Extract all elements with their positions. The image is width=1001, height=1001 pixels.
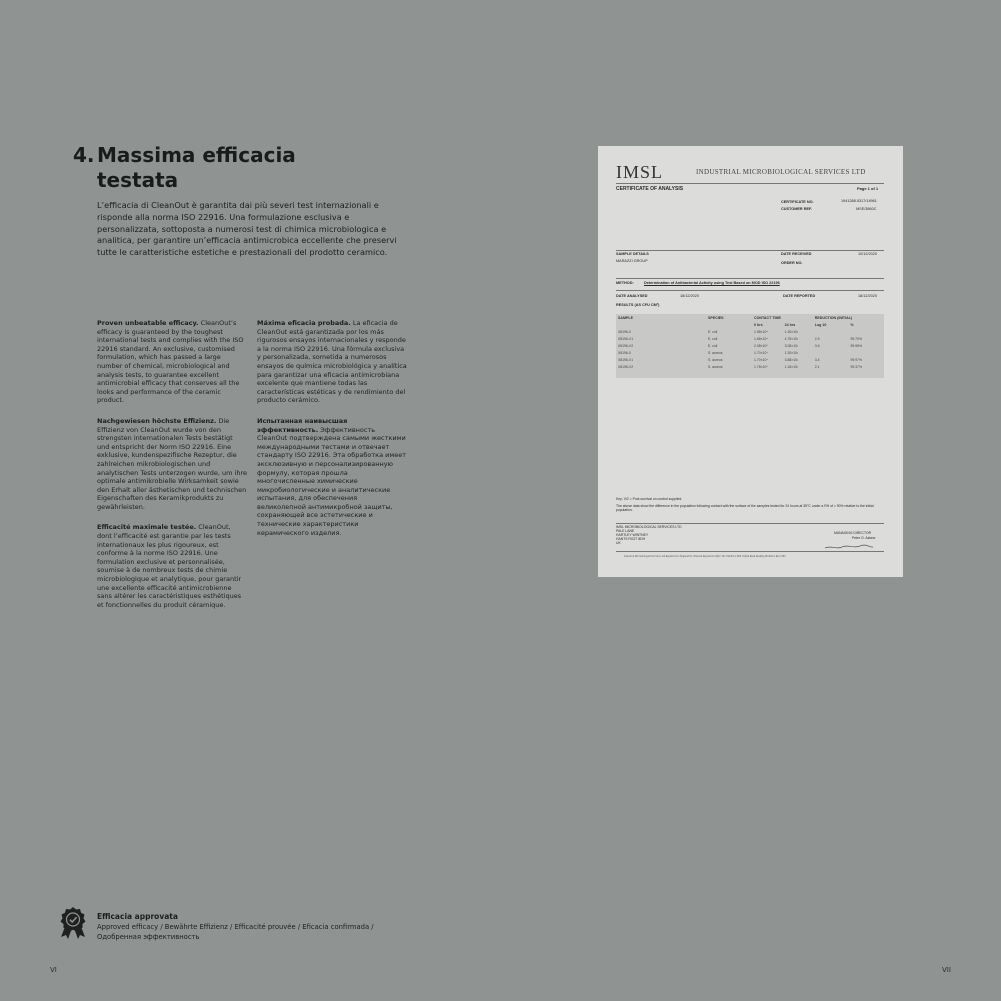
results-table (616, 314, 884, 370)
table-subheader: 24 hrs (784, 322, 796, 327)
address-line: HANTS RG27 8DH (616, 537, 646, 542)
divider (616, 278, 884, 279)
table-cell: 2.08×10⁴ (754, 343, 768, 348)
date-reported: 18/12/2020 (858, 294, 878, 298)
date-reported-label: DATE REPORTED (783, 294, 816, 298)
table-cell: 1.30×10² (784, 350, 799, 355)
cert-no: 1941288.5317/14961 (841, 199, 877, 203)
table-cell: 99.70% (850, 336, 862, 341)
table-cell: S. aureus (708, 350, 723, 355)
table-row (616, 335, 884, 342)
certificate-address (616, 525, 716, 545)
certificate-footer: Industrial Microbiological Services Ltd Registered in England No 2044419 Registered Office The Old Brew Hall Oxford Road Reading Berkshire RG4 7RS (624, 555, 786, 558)
table-row (616, 342, 884, 349)
paragraph-ru-body: Эффективность CleanOut подтверждена самыми жесткими международными тестами и отвечает стандарту ISO 22916. Эта обработка имеет эксклюзивную и персонализированную формулу, которая прошла многочисленные химические микробиологические и аналитические испытания, для обеспечения великолепной антимикробной защиты, сохраняющей все эстетические и технические характеристики керамического изделия. (257, 425, 407, 537)
address-line: UK (616, 541, 621, 546)
table-subheader-row (616, 321, 884, 328)
award-rosette-icon (58, 906, 88, 940)
table-header: REDUCTION (INITIAL) (814, 315, 853, 320)
table-row (616, 328, 884, 335)
sample-details-label: SAMPLE DETAILS (616, 252, 649, 256)
director-label: MANAGING DIRECTOR (834, 531, 872, 535)
table-cell: 99.98% (850, 343, 862, 348)
table-cell: 2.1 (814, 364, 820, 369)
customer-ref-label: CUSTOMER REF. (781, 207, 812, 211)
paragraph-es-body: La eficacia de CleanOut está garantizada por los más rigurosos ensayos internacionales y responde a la norma ISO 22916. Una fórmula exclusiva y personalizada, sometida a numerosos ensayos de química microbiológica y analítica para garantizar una eficacia antimicrobiana excelente que mantiene todas las características estéticas y de rendimiento del producto cerámico. (257, 319, 407, 405)
table-cell: 1.68×10⁴ (754, 336, 768, 341)
page-number-left: VI (50, 966, 57, 974)
paragraph-ru (257, 417, 407, 537)
date-received-label: DATE RECEIVED (781, 252, 812, 256)
table-cell: 3.08×10¹ (784, 343, 799, 348)
table-cell: 3.4 (814, 357, 820, 362)
table-header-row (616, 314, 884, 321)
certificate-key: Key: V/2 = Post survival on control supplied. (616, 497, 683, 501)
table-cell (813, 328, 849, 335)
paragraph-es (257, 319, 407, 405)
table-cell: 1.30×10² (784, 329, 799, 334)
paragraph-fr-title: Efficacité maximale testée. (97, 523, 197, 532)
table-subheader (706, 321, 752, 328)
table-cell: 1.70×10⁴ (754, 350, 768, 355)
table-cell: 99.37% (850, 364, 862, 369)
table-cell (813, 349, 849, 356)
table-cell: 2.5 (814, 336, 820, 341)
paragraph-de-title: Nachgewiesen höchste Effizienz. (97, 416, 217, 425)
table-cell: 1.70×10⁴ (754, 357, 768, 362)
method-label: METHOD: (616, 281, 634, 285)
table-subheader: Log 10 (814, 322, 827, 327)
table-cell: 1.58×10⁴ (754, 329, 768, 334)
section-heading (73, 143, 373, 193)
certificate-page: Page 1 of 1 (857, 186, 879, 191)
table-cell: S. aureus (708, 364, 723, 369)
table-cell: X8196-V1 (618, 336, 634, 341)
director-name: Peter O. Askew (852, 536, 876, 540)
divider (616, 250, 884, 251)
table-header: SPECIES (708, 315, 724, 320)
table-cell: E. coli (708, 336, 718, 341)
divider (616, 551, 884, 552)
date-received: 10/12/2020 (858, 252, 878, 256)
table-cell: X8196-V2 (618, 343, 634, 348)
page-number-right: VII (942, 966, 951, 974)
sample-details: MARAZZI GROUP (616, 259, 648, 263)
badge-text: Approved efficacy / Bewährte Effizienz / Efficacité prouvée / Eficacia confirmada / Одобренная эффективность (97, 923, 374, 941)
paragraph-en-body: CleanOut’s efficacy is guaranteed by the toughest international tests and complies with the ISO 22916 standard. An exclusive, customised formulation, which has passed a large number of chemical, microbiological and analysis tests, to guarantee excellent antimicrobial efficacy that conserves all the looks and performance of the ceramic product. (97, 319, 244, 405)
heading-line-1: Massima efficacia (97, 143, 296, 167)
table-row (616, 349, 884, 356)
table-row (616, 363, 884, 370)
table-subheader (616, 321, 706, 328)
paragraph-en (97, 319, 247, 405)
divider (616, 183, 884, 184)
address-line: IMSL MICROBIOLOGICAL SERVICES LTD (616, 525, 682, 529)
text-column-right (257, 319, 407, 549)
table-cell: E. coli (708, 329, 718, 334)
table-cell: 99.97% (850, 357, 862, 362)
table-cell: X8196-0 (618, 329, 631, 334)
table-subheader: 0 hrs (754, 322, 763, 327)
divider (616, 523, 884, 524)
customer-ref: MSE/3860C (856, 207, 877, 211)
certificate-logo: IMSL (616, 162, 664, 182)
address-line: HARTLEY WINTNEY (616, 533, 649, 538)
table-cell: 1.18×10² (784, 364, 799, 369)
table-cell: X8196-V1 (618, 357, 634, 362)
table-cell (848, 349, 884, 356)
table-cell: S. aureus (708, 357, 723, 362)
certificate-company: INDUSTRIAL MICROBIOLOGICAL SERVICES LTD (696, 168, 866, 176)
text-column-left (97, 319, 247, 621)
table-row (616, 356, 884, 363)
paragraph-ru-title: Испытанная наивысшая эффективность. (257, 416, 348, 434)
certificate-title: CERTIFICATE OF ANALYSIS (616, 186, 684, 192)
table-cell (848, 328, 884, 335)
table-cell: 1.78×10⁴ (754, 364, 768, 369)
method-text: Determination of Antibacterial Activity using Test Based on MOD ISO 22196 (644, 281, 780, 285)
order-no-label: ORDER NO. (781, 261, 803, 265)
paragraph-fr (97, 523, 247, 609)
table-cell: 3.88×10¹ (784, 357, 799, 362)
results-label: RESULTS (AS CFU CM²) (616, 303, 660, 307)
table-cell: X8196-V2 (618, 364, 634, 369)
address-line: PALE LANE (616, 529, 635, 534)
table-cell: 3.6 (814, 343, 820, 348)
paragraph-es-title: Máxima eficacia probada. (257, 319, 351, 327)
table-header: SAMPLE (618, 315, 633, 320)
section-number: 4. (73, 143, 95, 167)
certificate-note: The above data show the difference in the population following contact with the surface of the samples tested for 24 hours at 35°C under a RH of > 90% relative to the initial population. (616, 504, 874, 513)
table-cell: 4.75×10¹ (784, 336, 799, 341)
paragraph-de (97, 417, 247, 512)
paragraph-de-body: Die Effizienz von CleanOut wurde von den strengsten internationalen Tests bestätigt und entspricht der Norm ISO 22916. Eine exklusive, kundenspezifische Rezeptur, die zahlreichen mikrobiologischen und analytischen Tests unterzogen wurde, um ihre optimale antimikrobielle Wirksamkeit sowie den Erhalt aller ästhetischen und technischen Eigenschaften des Keramikprodukts zu gewährleisten. (97, 416, 247, 511)
date-analysed-label: DATE ANALYSED (616, 294, 648, 298)
paragraph-en-title: Proven unbeatable efficacy. (97, 319, 199, 327)
divider (616, 290, 884, 291)
paragraph-fr-body: CleanOut, dont l’efficacité est garantie par les tests internationaux les plus rigoureux, est conforme à la norme ISO 22916. Une formulation exclusive et personnalisée, soumise à de nombreux tests de chimie microbiologique et analytique, pour garantir une excellente efficacité antimicrobienne sans altérer les caractéristiques esthétiques et fonctionnelles du produit céramique. (97, 523, 242, 609)
table-cell: E. coli (708, 343, 718, 348)
heading-line-2: testata (97, 168, 179, 192)
badge-title: Efficacia approvata (97, 912, 178, 921)
table-subheader: % (850, 322, 854, 327)
date-analysed: 18/12/2020 (680, 294, 700, 298)
table-cell: X8196-0 (618, 350, 631, 355)
table-header: CONTACT TIME (754, 315, 781, 320)
intro-paragraph: L’efficacia di CleanOut è garantita dai più severi test internazionali e risponde alla norma ISO 22916. Una formulazione esclusiva e personalizzata, sottoposta a numerosi test di chimica microbiologica e analitica, per garantire un’efficacia antimicrobica eccellente che preservi tutte le caratteristiche estetiche e prestazionali del prodotto ceramico. (97, 200, 397, 258)
cert-no-label: CERTIFICATE NO. (781, 200, 814, 204)
certificate-of-analysis (598, 146, 903, 577)
signature-icon (824, 543, 874, 551)
